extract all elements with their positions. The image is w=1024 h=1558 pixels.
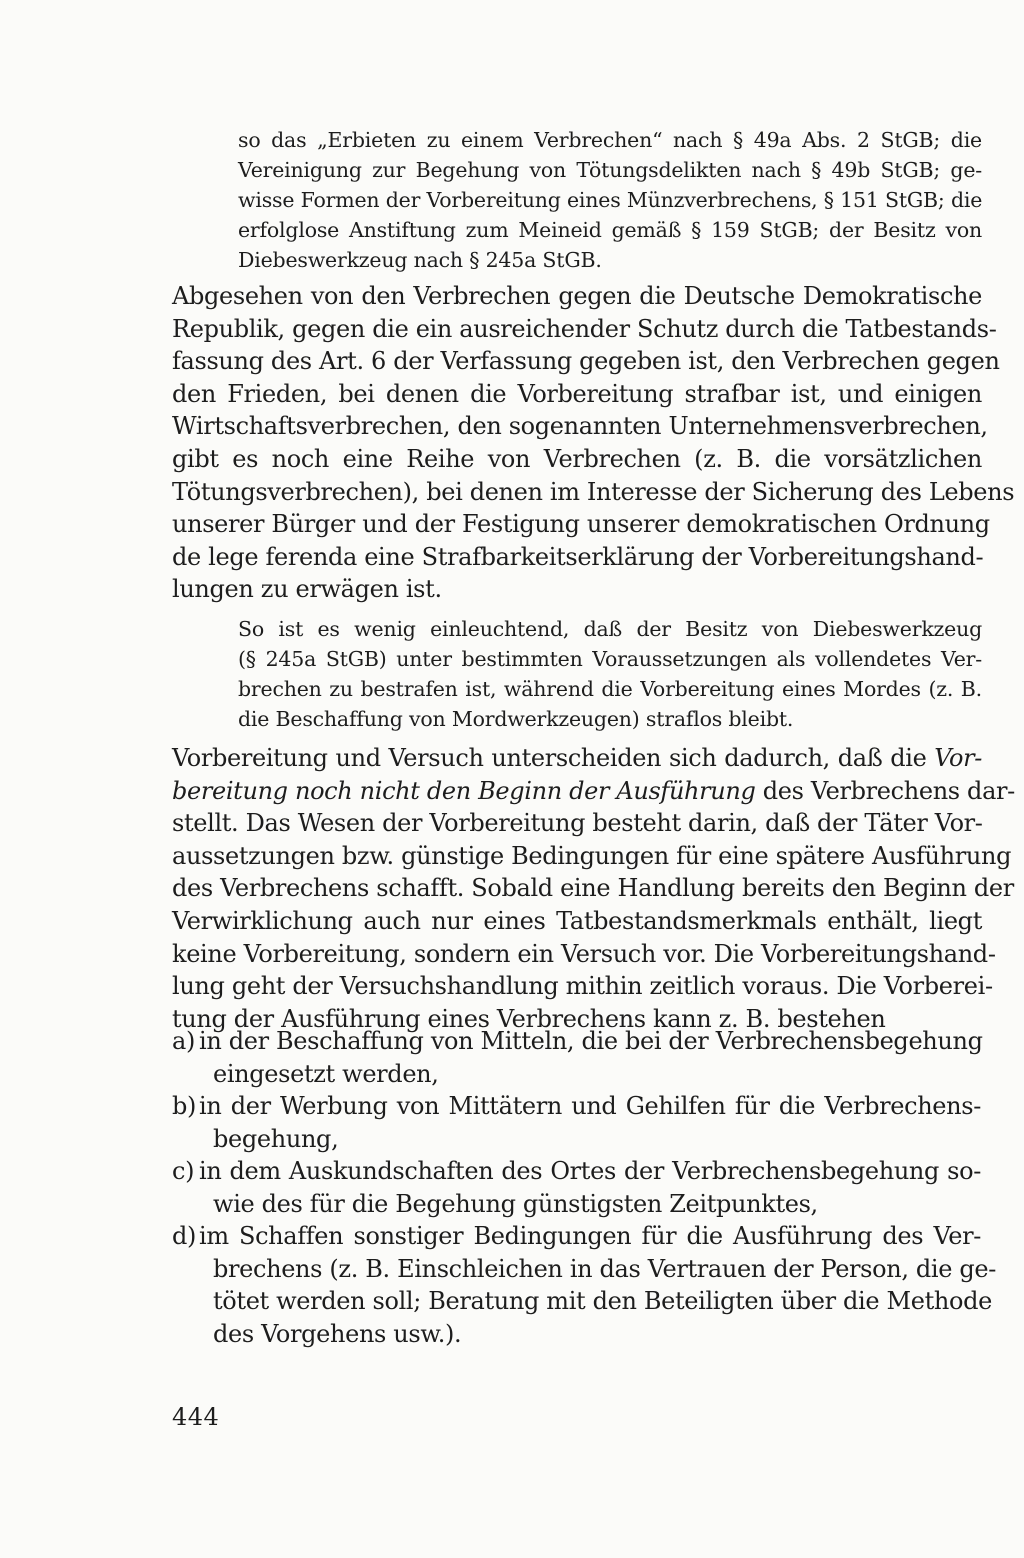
text-line	[172, 742, 982, 775]
text-line: Vereinigung zur Begehung von Tötungsdelikten nach § 49b StGB; ge-	[238, 158, 982, 182]
text-line: lungen zu erwägen ist.	[172, 575, 442, 604]
text-line: Wirtschaftsverbrechen, den sogenannten Unternehmensverbrechen,	[172, 412, 988, 441]
text-line: aussetzungen bzw. günstige Bedingungen für eine spätere Ausführung	[172, 841, 1012, 870]
text-line: in dem Auskundschaften des Ortes der Verbrechensbegehung so-	[199, 1157, 981, 1185]
text-line: So ist es wenig einleuchtend, daß der Besitz von Diebeswerkzeug	[238, 617, 982, 641]
italic-emphasis: Vor-	[934, 744, 982, 772]
text-line: Abgesehen von den Verbrechen gegen die Deutsche Demokratische	[172, 282, 982, 310]
text-line: den Frieden, bei denen die Vorbereitung strafbar ist, und einigen	[172, 379, 982, 408]
text-line: wisse Formen der Vorbereitung eines Münzverbrechens, § 151 StGB; die	[238, 188, 983, 212]
text-run: des Verbrechens dar-	[755, 776, 1015, 805]
text-line: Diebeswerkzeug nach § 245a StGB.	[238, 248, 602, 272]
text-line: de lege ferenda eine Strafbarkeitserklärung der Vorbereitungshand-	[172, 542, 984, 571]
list-item-text	[199, 1025, 981, 1090]
text-line: des Vorgehens usw.).	[213, 1319, 462, 1348]
text-line: so das „Erbieten zu einem Verbrechen“ nach § 49a Abs. 2 StGB; die	[238, 128, 982, 152]
body-paragraph-1	[172, 280, 1015, 606]
list-marker: c)	[172, 1157, 195, 1185]
text-run: Vorbereitung und Versuch unterscheiden sich dadurch, daß die	[172, 744, 935, 772]
text-line: lung geht der Versuchshandlung mithin zeitlich voraus. Die Vorberei-	[172, 972, 993, 1001]
text-line: stellt. Das Wesen der Vorbereitung besteht darin, daß der Täter Vor-	[172, 809, 983, 838]
list-item-text	[199, 1090, 981, 1155]
text-line: des Verbrechens schafft. Sobald eine Handlung bereits den Beginn der	[172, 874, 1014, 903]
text-line: die Beschaffung von Mordwerkzeugen) straflos bleibt.	[238, 707, 794, 731]
text-line: Republik, gegen die ein ausreichender Schutz durch die Tatbestands-	[172, 314, 997, 343]
text-line: unserer Bürger und der Festigung unserer demokratischen Ordnung	[172, 510, 990, 539]
list-item-text	[199, 1220, 997, 1350]
text-line: tötet werden soll; Beratung mit den Beteiligten über die Methode	[213, 1287, 992, 1316]
text-line: gibt es noch eine Reihe von Verbrechen (z. B. die vorsätzlichen	[172, 444, 982, 473]
text-line: wie des für die Begehung günstigsten Zeitpunktes,	[213, 1189, 818, 1218]
footnote-continuation	[238, 125, 982, 275]
list-marker: d)	[172, 1222, 197, 1250]
text-line: eingesetzt werden,	[213, 1059, 439, 1088]
text-line: keine Vorbereitung, sondern ein Versuch vor. Die Vorbereitungshand-	[172, 939, 996, 968]
footnote-example	[238, 614, 982, 734]
italic-emphasis: bereitung noch nicht den Beginn der Ausführung	[172, 776, 756, 805]
text-line: in der Werbung von Mittätern und Gehilfen für die Verbrechens-	[199, 1092, 981, 1120]
text-line: begehung,	[213, 1124, 339, 1153]
list-marker: a)	[172, 1027, 195, 1055]
list-item-text	[199, 1155, 981, 1220]
text-line: brechen zu bestrafen ist, während die Vorbereitung eines Mordes (z. B.	[238, 677, 982, 701]
text-line: brechens (z. B. Einschleichen in das Vertrauen der Person, die ge-	[213, 1254, 997, 1283]
text-line: Verwirklichung auch nur eines Tatbestandsmerkmals enthält, liegt	[172, 906, 982, 935]
body-paragraph-2	[172, 742, 1015, 1035]
list-marker: b)	[172, 1092, 197, 1120]
text-line: im Schaffen sonstiger Bedingungen für die Ausführung des Ver-	[199, 1222, 981, 1250]
text-line: in der Beschaffung von Mitteln, die bei der Verbrechensbegehung	[199, 1027, 983, 1055]
text-line	[172, 775, 1015, 808]
text-line: erfolglose Anstiftung zum Meineid gemäß § 159 StGB; der Besitz von	[238, 218, 982, 242]
text-line: fassung des Art. 6 der Verfassung gegeben ist, den Verbrechen gegen	[172, 347, 1000, 376]
text-line: Tötungsverbrechen), bei denen im Interesse der Sicherung des Lebens	[172, 477, 1015, 506]
text-line: tung der Ausführung eines Verbrechens kann z. B. bestehen	[172, 1004, 886, 1033]
text-line: (§ 245a StGB) unter bestimmten Voraussetzungen als vollendetes Ver-	[238, 647, 982, 671]
page-number: 444	[172, 1403, 220, 1431]
